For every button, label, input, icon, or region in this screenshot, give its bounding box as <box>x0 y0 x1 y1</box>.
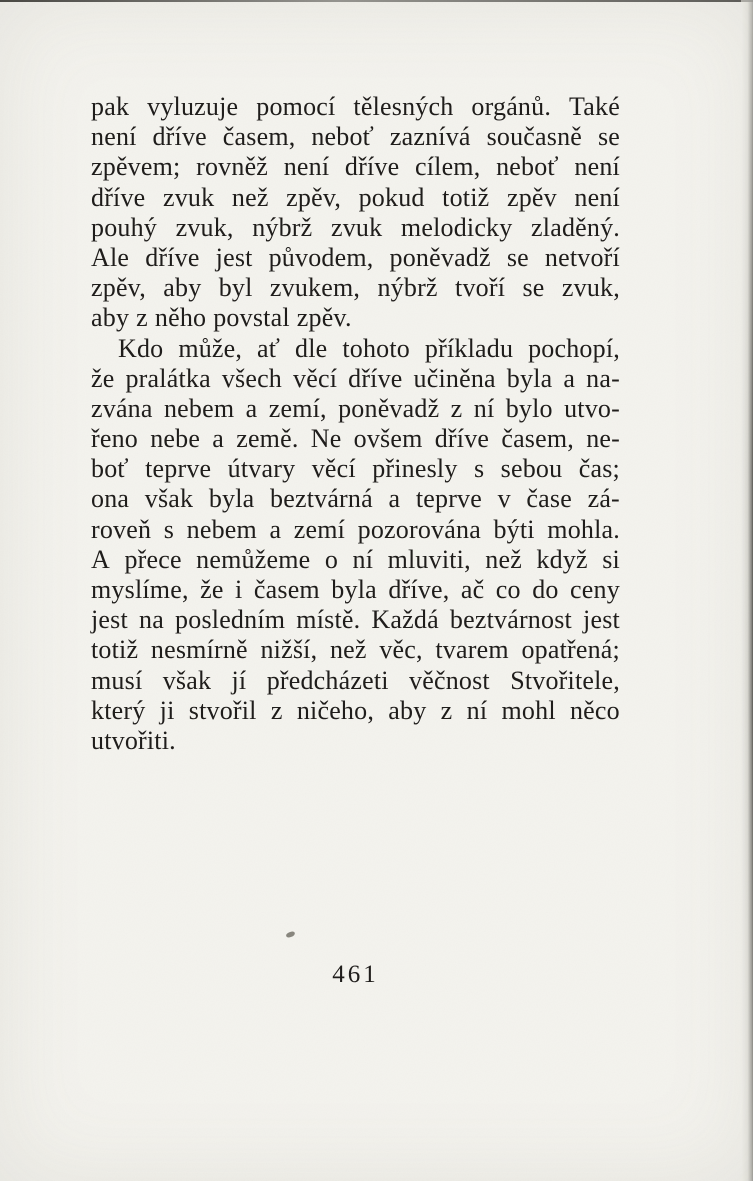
text-line: myslíme, že i časem byla dříve, ač co do ceny <box>91 575 620 604</box>
text-line: řeno nebe a země. Ne ovšem dříve časem, ne- <box>91 424 620 454</box>
ink-speck <box>285 931 295 939</box>
text-line: který ji stvořil z ničeho, aby z ní mohl něco <box>91 695 620 725</box>
page-text-block <box>91 92 620 756</box>
text-line: že pralátka všech věcí dříve učiněna byla a na- <box>91 363 620 393</box>
text-line: jest na posledním místě. Každá beztvárnost jest <box>91 605 620 635</box>
scan-edge-right <box>741 0 753 1181</box>
page-number: 461 <box>332 961 379 988</box>
text-line: zpěvem; rovněž není dříve cílem, neboť není <box>91 152 620 182</box>
scan-edge-top <box>0 0 753 2</box>
text-line: A přece nemůžeme o ní mluviti, než když si <box>91 544 620 574</box>
text-line: utvořiti. <box>91 725 176 755</box>
text-line: aby z něho povstal zpěv. <box>91 303 352 333</box>
text-line: Ale dříve jest původem, poněvadž se netvoří <box>91 242 620 272</box>
text-line: pouhý zvuk, nýbrž zvuk melodicky zladěný. <box>91 212 620 242</box>
text-line: pak vyluzuje pomocí tělesných orgánů. Také <box>91 92 620 121</box>
text-line: zvána nebem a zemí, poněvadž z ní bylo utvo- <box>91 393 620 423</box>
text-line: ona však byla beztvárná a teprve v čase zá- <box>91 484 620 514</box>
text-line: totiž nesmírně nižší, než věc, tvarem opatřená; <box>91 635 620 665</box>
text-line: musí však jí předcházeti věčnost Stvořitele, <box>91 665 620 695</box>
text-line: dříve zvuk než zpěv, pokud totiž zpěv není <box>91 182 620 212</box>
text-line: roveň s nebem a zemí pozorována býti mohla. <box>91 514 620 544</box>
text-line: Kdo může, ať dle tohoto příkladu pochopí, <box>118 333 620 363</box>
text-line: boť teprve útvary věcí přinesly s sebou čas; <box>91 454 620 484</box>
text-line: zpěv, aby byl zvukem, nýbrž tvoří se zvuk, <box>91 273 620 303</box>
text-line: není dříve časem, neboť zaznívá současně se <box>91 122 620 152</box>
